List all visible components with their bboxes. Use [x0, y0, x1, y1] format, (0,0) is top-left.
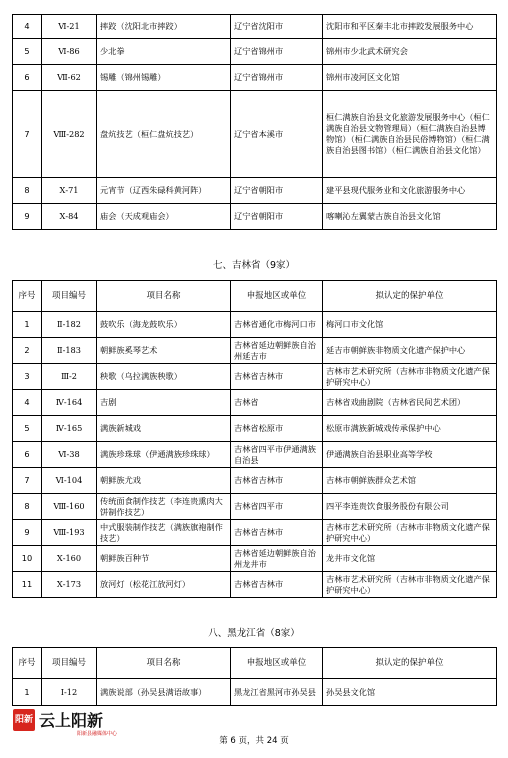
section-title-heilongjiang: 八、黑龙江省（8家）	[208, 628, 300, 639]
cell-unit: 龙井市文化馆	[323, 546, 497, 572]
cell-seq: 8	[13, 494, 42, 520]
cell-seq: 6	[13, 65, 42, 91]
cell-seq: 9	[13, 204, 42, 230]
header-region: 申报地区或单位	[231, 648, 323, 679]
table-row	[13, 679, 497, 706]
table-liaoning-continued	[12, 14, 497, 230]
logo-subtitle: 阳新县融媒体中心	[77, 731, 118, 737]
cell-region: 吉林省吉林市	[231, 572, 323, 598]
cell-code: Ⅹ-71	[42, 178, 97, 204]
cell-unit: 建平县现代服务业和文化旅游服务中心	[323, 178, 497, 204]
cell-region: 辽宁省朝阳市	[231, 204, 323, 230]
cell-seq: 11	[13, 572, 42, 598]
cell-seq: 6	[13, 442, 42, 468]
cell-seq: 10	[13, 546, 42, 572]
cell-name: 元宵节（辽西朱碌科黄河阵）	[97, 178, 231, 204]
table-row	[13, 15, 497, 39]
cell-seq: 7	[13, 468, 42, 494]
header-code: 项目编号	[42, 648, 97, 679]
table-row	[13, 178, 497, 204]
cell-region: 吉林省吉林市	[231, 364, 323, 390]
cell-name: 盘炕技艺（桓仁盘炕技艺）	[97, 91, 231, 178]
cell-unit: 吉林市艺术研究所（吉林市非物质文化遗产保护研究中心）	[323, 520, 497, 546]
logo-badge-icon: 阳新	[13, 709, 35, 731]
cell-code: Ⅹ-160	[42, 546, 97, 572]
cell-unit: 桓仁满族自治县文化旅游发展服务中心（桓仁满族自治县文物管理局）（桓仁满族自治县博物馆）（桓仁满族自治县民俗博物馆）（桓仁满族自治县图书馆）（桓仁满族自治县文化馆）	[323, 91, 497, 178]
cell-seq: 5	[13, 416, 42, 442]
cell-region: 吉林省延边朝鲜族自治州龙井市	[231, 546, 323, 572]
header-region: 申报地区或单位	[231, 281, 323, 312]
cell-region: 辽宁省沈阳市	[231, 15, 323, 39]
cell-unit: 吉林市艺术研究所（吉林市非物质文化遗产保护研究中心）	[323, 572, 497, 598]
cell-region: 吉林省吉林市	[231, 520, 323, 546]
cell-region: 吉林省松原市	[231, 416, 323, 442]
cell-region: 黑龙江省黑河市孙吴县	[231, 679, 323, 706]
table-row	[13, 364, 497, 390]
table-header-row	[13, 281, 497, 312]
cell-region: 辽宁省锦州市	[231, 65, 323, 91]
table-body	[13, 679, 497, 706]
cell-region: 辽宁省本溪市	[231, 91, 323, 178]
table-row	[13, 390, 497, 416]
table-row	[13, 520, 497, 546]
table-jilin	[12, 280, 497, 598]
cell-unit: 沈阳市和平区秦丰北市摔跤发展服务中心	[323, 15, 497, 39]
cell-unit: 吉林省戏曲剧院（吉林省民间艺术团）	[323, 390, 497, 416]
cell-code: Ⅱ-182	[42, 312, 97, 338]
header-unit: 拟认定的保护单位	[323, 281, 497, 312]
cell-code: Ⅹ-173	[42, 572, 97, 598]
watermark-logo	[13, 708, 118, 737]
cell-code: Ⅵ-104	[42, 468, 97, 494]
cell-region: 吉林省四平市伊通满族自治县	[231, 442, 323, 468]
cell-unit: 喀喇沁左翼蒙古族自治县文化馆	[323, 204, 497, 230]
cell-unit: 梅河口市文化馆	[323, 312, 497, 338]
logo-text: 云上阳新	[39, 711, 104, 730]
cell-name: 少北拳	[97, 39, 231, 65]
cell-name: 满族说部（孙吴县满语故事）	[97, 679, 231, 706]
cell-seq: 1	[13, 679, 42, 706]
cell-region: 辽宁省锦州市	[231, 39, 323, 65]
cell-name: 放河灯（松花江放河灯）	[97, 572, 231, 598]
cell-unit: 延吉市朝鲜族非物质文化遗产保护中心	[323, 338, 497, 364]
cell-region: 吉林省	[231, 390, 323, 416]
cell-name: 摔跤（沈阳北市摔跤）	[97, 15, 231, 39]
cell-seq: 3	[13, 364, 42, 390]
table-row	[13, 338, 497, 364]
table-row	[13, 546, 497, 572]
cell-name: 锡雕（锦州锡雕）	[97, 65, 231, 91]
cell-region: 吉林省延边朝鲜族自治州延吉市	[231, 338, 323, 364]
cell-name: 庙会（天成观庙会）	[97, 204, 231, 230]
cell-seq: 4	[13, 15, 42, 39]
header-code: 项目编号	[42, 281, 97, 312]
cell-code: Ⅵ-86	[42, 39, 97, 65]
cell-code: Ⅱ-183	[42, 338, 97, 364]
table-row	[13, 416, 497, 442]
cell-unit: 吉林市朝鲜族群众艺术馆	[323, 468, 497, 494]
table-row	[13, 312, 497, 338]
table-row	[13, 65, 497, 91]
cell-unit: 四平李连贵饮食服务股份有限公司	[323, 494, 497, 520]
page-number: 第 6 页，共 24 页	[219, 736, 289, 746]
table-body	[13, 15, 497, 230]
cell-name: 满族珍珠球（伊通满族珍珠球）	[97, 442, 231, 468]
cell-region: 吉林省四平市	[231, 494, 323, 520]
cell-region: 辽宁省朝阳市	[231, 178, 323, 204]
cell-code: Ⅳ-164	[42, 390, 97, 416]
cell-code: Ⅲ-2	[42, 364, 97, 390]
cell-name: 秧歌（乌拉满族秧歌）	[97, 364, 231, 390]
table-row	[13, 91, 497, 178]
cell-unit: 伊通满族自治县职业高等学校	[323, 442, 497, 468]
cell-code: Ⅰ-12	[42, 679, 97, 706]
cell-code: Ⅵ-21	[42, 15, 97, 39]
cell-code: Ⅷ-282	[42, 91, 97, 178]
cell-code: Ⅷ-193	[42, 520, 97, 546]
cell-seq: 8	[13, 178, 42, 204]
table-row	[13, 468, 497, 494]
header-unit: 拟认定的保护单位	[323, 648, 497, 679]
cell-region: 吉林省吉林市	[231, 468, 323, 494]
cell-seq: 9	[13, 520, 42, 546]
cell-code: Ⅷ-160	[42, 494, 97, 520]
cell-code: Ⅳ-165	[42, 416, 97, 442]
cell-unit: 松原市满族新城戏传承保护中心	[323, 416, 497, 442]
header-seq: 序号	[13, 648, 42, 679]
cell-seq: 7	[13, 91, 42, 178]
cell-code: Ⅶ-62	[42, 65, 97, 91]
cell-seq: 2	[13, 338, 42, 364]
table-row	[13, 39, 497, 65]
table-row	[13, 572, 497, 598]
table-body	[13, 312, 497, 598]
cell-seq: 1	[13, 312, 42, 338]
section-title-jilin: 七、吉林省（9家）	[212, 260, 296, 271]
table-header-row	[13, 648, 497, 679]
cell-unit: 孙吴县文化馆	[323, 679, 497, 706]
cell-name: 中式服装制作技艺（满族旗袍制作技艺）	[97, 520, 231, 546]
cell-unit: 锦州市少北武术研究会	[323, 39, 497, 65]
header-seq: 序号	[13, 281, 42, 312]
header-name: 项目名称	[97, 648, 231, 679]
cell-name: 传统面食制作技艺（李连贵熏肉大饼制作技艺）	[97, 494, 231, 520]
cell-code: Ⅹ-84	[42, 204, 97, 230]
cell-name: 朝鲜族尤戏	[97, 468, 231, 494]
table-heilongjiang	[12, 647, 497, 706]
cell-unit: 锦州市凌河区文化馆	[323, 65, 497, 91]
header-name: 项目名称	[97, 281, 231, 312]
cell-name: 满族新城戏	[97, 416, 231, 442]
cell-unit: 吉林市艺术研究所（吉林市非物质文化遗产保护研究中心）	[323, 364, 497, 390]
cell-name: 朝鲜族百种节	[97, 546, 231, 572]
cell-seq: 5	[13, 39, 42, 65]
table-row	[13, 204, 497, 230]
cell-name: 鼓吹乐（海龙鼓吹乐）	[97, 312, 231, 338]
table-row	[13, 494, 497, 520]
table-row	[13, 442, 497, 468]
cell-name: 吉剧	[97, 390, 231, 416]
cell-name: 朝鲜族奚琴艺术	[97, 338, 231, 364]
cell-region: 吉林省通化市梅河口市	[231, 312, 323, 338]
cell-seq: 4	[13, 390, 42, 416]
cell-code: Ⅵ-38	[42, 442, 97, 468]
